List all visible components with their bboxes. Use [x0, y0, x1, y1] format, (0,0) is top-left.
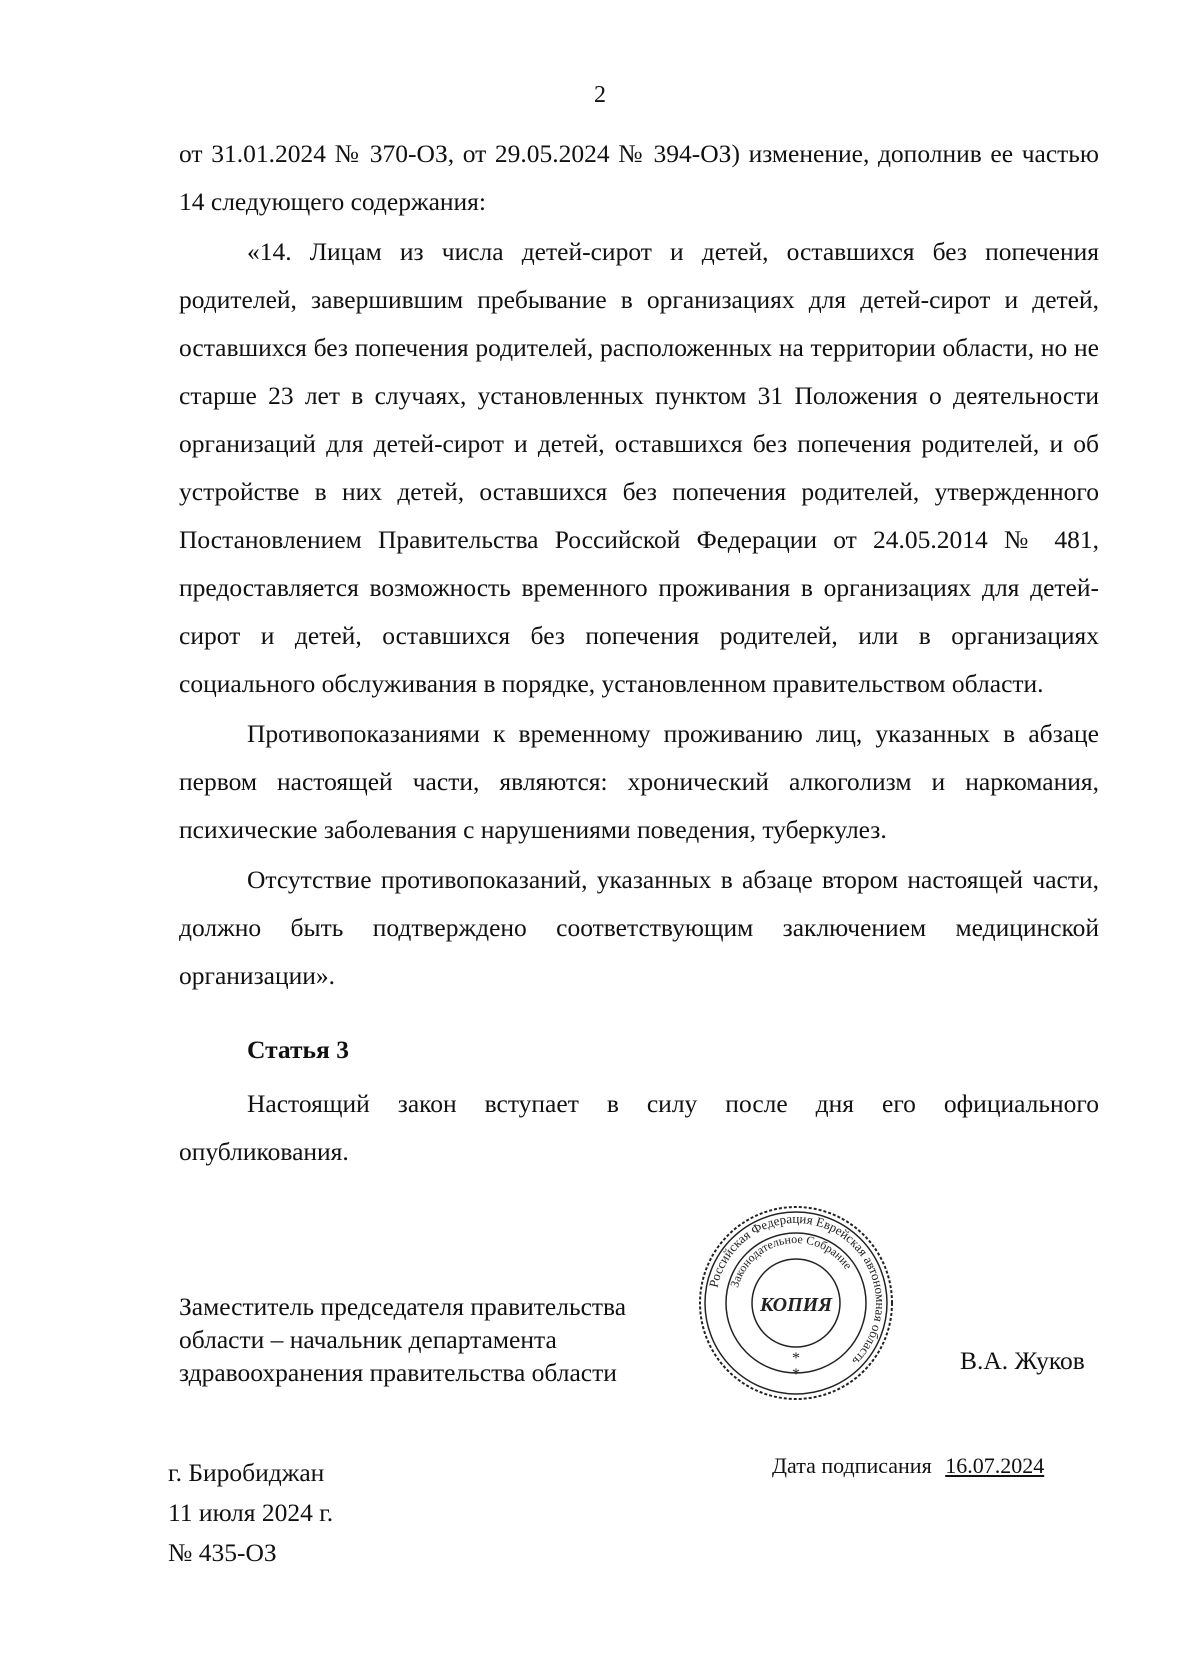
signatory-title: [179, 1290, 719, 1389]
paragraph-amendment: от 31.01.2024 № 370-ОЗ, от 29.05.2024 № 394-ОЗ) изменение, дополнив ее частью 14 следующего содержания:: [179, 139, 1099, 216]
adoption-details: [168, 1453, 333, 1573]
seal-star: *: [792, 1366, 800, 1383]
seal-outer-text: Российская Федерация Еврейская автономная область: [705, 1210, 889, 1369]
signatory-title-line: Заместитель председателя правительства: [179, 1292, 627, 1321]
law-number: № 435-ОЗ: [168, 1538, 277, 1567]
official-seal: [696, 1203, 896, 1403]
paragraph-medical-conclusion: Отсутствие противопоказаний, указанных в абзаце втором настоящей части, должно быть подтверждено соответствующим заключением медицинской организации».: [179, 865, 1099, 990]
signing-date: [772, 1453, 1044, 1479]
seal-center-text: КОПИЯ: [760, 1294, 832, 1316]
paragraph-part-14: «14. Лицам из числа детей-сирот и детей, оставшихся без попечения родителей, завершившим пребывание в организациях для детей-сирот и детей, оставшихся без попечения родителей, расположенных на территории области, но не старше 23 лет в случаях, установленных пунктом 31 Положения о деятельности организаций для детей-сирот и детей, оставшихся без попечения родителей, и об устройстве в них детей, оставшихся без попечения родителей, утвержденного Постановлением Правительства Российской Федерации от 24.05.2014 № 481, предоставляется возможность временного проживания в организациях для детей-сирот и детей, оставшихся без попечения родителей, или в организациях социального обслуживания в порядке, установленном правительством области.: [179, 237, 1099, 698]
signatory-name: В.А. Жуков: [960, 1346, 1085, 1375]
adoption-city: г. Биробиджан: [168, 1458, 325, 1487]
law-body: [179, 130, 1099, 1176]
signing-date-value: 16.07.2024: [945, 1453, 1045, 1478]
article-heading: Статья 3: [247, 1035, 349, 1064]
page-number: 2: [594, 82, 606, 108]
adoption-date: 11 июля 2024 г.: [168, 1498, 334, 1527]
article-text: Настоящий закон вступает в силу после дня его официального опубликования.: [179, 1089, 1099, 1166]
signing-date-label: Дата подписания: [772, 1453, 932, 1478]
signatory-title-line: здравоохранения правительства области: [179, 1358, 617, 1387]
seal-inner-text: Законодательное Собрание: [727, 1231, 856, 1290]
paragraph-contraindications: Противопоказаниями к временному проживанию лиц, указанных в абзаце первом настоящей части, являются: хронический алкоголизм и наркомания, психические заболевания с нарушениями поведения, туберкулез.: [179, 719, 1099, 844]
signatory-title-line: области – начальник департамента: [179, 1325, 557, 1354]
seal-star: *: [792, 1350, 800, 1367]
